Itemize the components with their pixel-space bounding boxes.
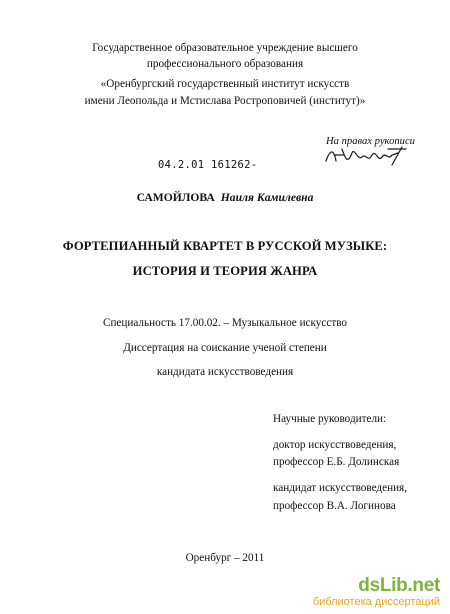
watermark-subtitle: библиотека диссертаций (312, 596, 440, 608)
institution-line-2: профессионального образования (146, 58, 304, 70)
watermark (313, 576, 440, 608)
institution-line-1: Государственное образовательное учреждение высшего (92, 42, 358, 54)
dissertation-line-1: Диссертация на соискание ученой степени (123, 342, 327, 354)
advisors-heading: Научные руководители: (273, 413, 387, 425)
place-year: Оренбург – 2011 (185, 552, 265, 564)
institution-line-3: «Оренбургский государственный институт искусств (100, 78, 350, 90)
watermark-logo: dsLib.net (358, 575, 440, 596)
dissertation-line-2: кандидата искусствоведения (156, 366, 294, 378)
specialty: Специальность 17.00.02. – Музыкальное искусство (102, 317, 348, 329)
author-surname: САМОЙЛОВА (136, 191, 215, 204)
signature (322, 143, 412, 169)
advisor-1-degree: доктор искусствоведения, (273, 439, 397, 451)
advisor-2-degree: кандидат искусствоведения, (273, 482, 408, 494)
author (0, 192, 450, 204)
author-given-names: Наиля Камилевна (220, 191, 314, 204)
registration-stamp: 04.2.01 161262- (158, 159, 258, 171)
advisor-1-name: профессор Е.Б. Долинская (273, 456, 400, 468)
rights-note: На правах рукописи (326, 136, 415, 147)
advisor-2-name: профессор В.А. Логинова (273, 500, 396, 512)
thesis-title-line-1: ФОРТЕПИАННЫЙ КВАРТЕТ В РУССКОЙ МУЗЫКЕ: (62, 239, 388, 253)
institution-line-4: имени Леопольда и Мстислава Ростроповичей (институт)» (84, 95, 366, 107)
thesis-title-line-2: ИСТОРИЯ И ТЕОРИЯ ЖАНРА (132, 264, 318, 278)
